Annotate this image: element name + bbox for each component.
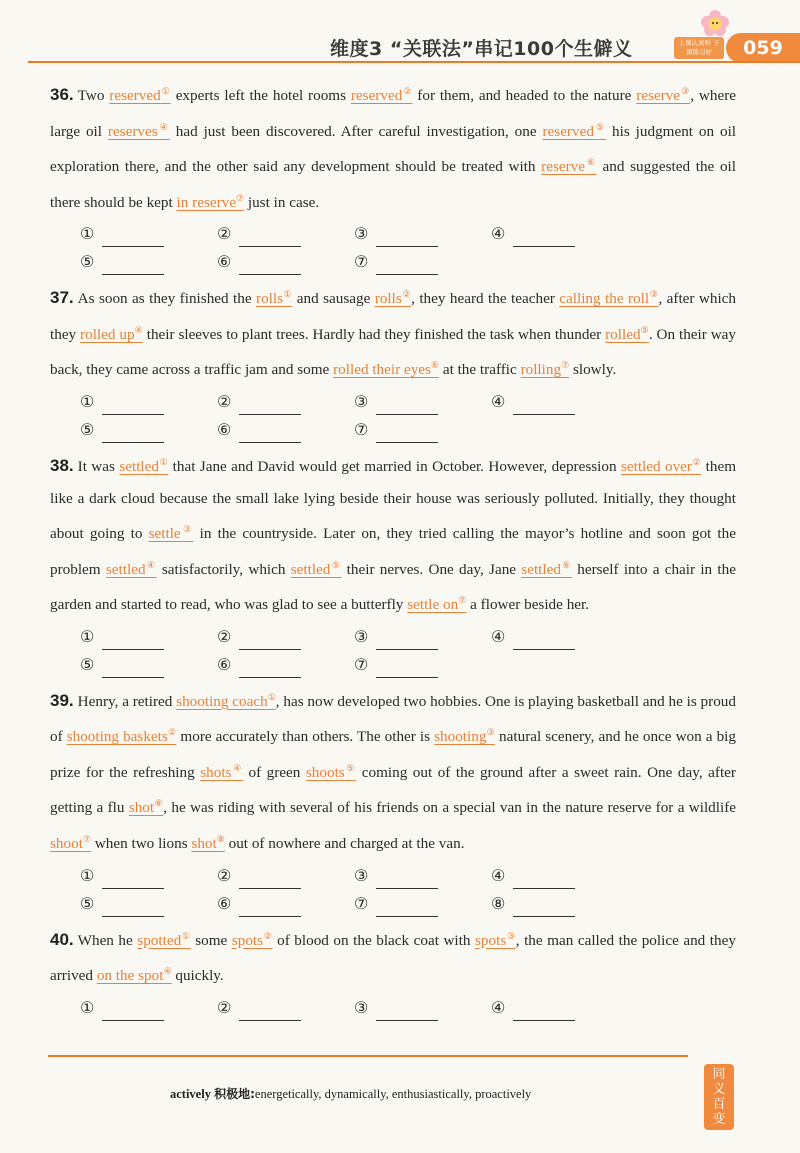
answer-blank[interactable]: ③ <box>354 861 491 889</box>
highlighted-word: settled over② <box>620 456 702 475</box>
question-number: 36. <box>50 85 74 105</box>
answer-blank[interactable]: ⑥ <box>217 247 354 275</box>
answer-blank[interactable]: ⑥ <box>217 650 354 678</box>
page-number: 059 <box>726 33 800 63</box>
answer-blank[interactable]: ① <box>80 622 217 650</box>
answer-blank[interactable]: ① <box>80 219 217 247</box>
highlighted-word: reserved② <box>350 86 413 105</box>
answer-blanks <box>50 622 736 678</box>
question-38 <box>50 447 736 678</box>
side-tab-synonyms: 同 义 百 变 <box>704 1064 734 1130</box>
question-text: 38. It was settled① that Jane and David would get married in October. However, depression settled over② them like a dark cloud because the small lake lying beside their house was seriously polluted. Initially, they thought about going to settle③ in the countryside. Later on, they tried calling the mayor’s hotline and soon got the problem settled④ satisfactorily, which settled⑤ their nerves. One day, Jane settled⑥ herself into a chair in the garden and started to read, who was glad to see a butterfly settle on⑦ a flower beside her. <box>50 456 737 614</box>
chapter-title: 维度3 “关联法”串记100个生僻义 <box>330 38 633 60</box>
question-text: 36. Two reserved① experts left the hotel rooms reserved② for them, and headed to the nature reserve③, where large oil reserves④ had just been discovered. After careful investigation, one reserved⑤ his judgment on oil exploration there, and the other said any development should be treated with reserve⑥ and suggested the oil there should be kept in reserve⑦ just in case. <box>50 85 737 211</box>
question-40 <box>50 921 736 1021</box>
highlighted-word: shot⑧ <box>191 833 225 852</box>
answer-blank[interactable]: ⑤ <box>80 247 217 275</box>
question-text: 39. Henry, a retired shooting coach①, has now developed two hobbies. One is playing basketball and he is proud of shooting baskets② more accurately than others. The other is shooting③ natural scenery, and he once won a big prize for the refreshing shots④ of green shoots⑤ coming out of the ground after a sweet rain. One day, after getting a flu shot⑥, he was riding with several of his friends on a special van in the nature reserve for a wildlife shoot⑦ when two lions shot⑧ out of nowhere and charged at the van. <box>50 690 736 852</box>
question-number: 38. <box>50 456 74 475</box>
answer-blank[interactable]: ④ <box>491 219 628 247</box>
answer-blanks <box>50 387 736 443</box>
highlighted-word: shooting③ <box>434 727 495 746</box>
highlighted-word: settled⑤ <box>290 559 342 578</box>
question-number: 37. <box>50 288 74 308</box>
footer-divider <box>48 1055 688 1057</box>
highlighted-word: settled① <box>119 456 169 475</box>
answer-blank[interactable]: ③ <box>354 622 491 650</box>
highlighted-word: settled④ <box>105 559 157 578</box>
answer-blank[interactable]: ⑤ <box>80 650 217 678</box>
footer-synonym-note <box>170 1085 531 1102</box>
highlighted-word: spotted① <box>137 930 191 949</box>
highlighted-word: on the spot④ <box>96 966 172 985</box>
highlighted-word: rolls① <box>256 289 293 308</box>
highlighted-word: rolled up④ <box>80 324 143 343</box>
page-header <box>0 0 800 62</box>
highlighted-word: reserved⑤ <box>542 121 607 140</box>
answer-blank[interactable]: ⑥ <box>217 889 354 917</box>
question-text: 40. When he spotted① some spots② of blood on the black coat with spots③, the man called the police and they arrived on the spot④ quickly. <box>50 929 736 985</box>
footer-meaning: 积极地: <box>214 1087 255 1101</box>
question-text: 37. As soon as they finished the rolls① and sausage rolls②, they heard the teacher calling the roll③, after which they rolled up④ their sleeves to plant trees. Hardly had they finished the task when thunder rolled⑤. On their way back, they came across a traffic jam and some rolled their eyes⑥ at the traffic rolling⑦ slowly. <box>50 288 737 379</box>
answer-blank[interactable]: ④ <box>491 861 628 889</box>
highlighted-word: shooting coach① <box>176 691 276 710</box>
header-tagline: 上课认真听 下课练习好 <box>674 37 724 59</box>
highlighted-word: in reserve⑦ <box>176 192 245 211</box>
highlighted-word: reserve⑥ <box>541 157 597 176</box>
highlighted-word: settled⑥ <box>521 559 572 578</box>
answer-blanks <box>50 861 736 917</box>
answer-blank[interactable]: ③ <box>354 219 491 247</box>
answer-blank[interactable]: ② <box>217 387 354 415</box>
question-39 <box>50 682 736 917</box>
answer-blank[interactable]: ④ <box>491 387 628 415</box>
highlighted-word: settle on⑦ <box>407 595 467 614</box>
question-37 <box>50 279 736 443</box>
answer-blank[interactable]: ③ <box>354 387 491 415</box>
answer-blank[interactable]: ② <box>217 993 354 1021</box>
highlighted-word: shots④ <box>200 762 243 781</box>
question-36 <box>50 76 736 275</box>
answer-blank[interactable]: ⑧ <box>491 889 628 917</box>
highlighted-word: rolling⑦ <box>520 360 570 379</box>
answer-blank[interactable]: ④ <box>491 993 628 1021</box>
highlighted-word: reserves④ <box>107 121 170 140</box>
answer-blank[interactable]: ⑤ <box>80 889 217 917</box>
answer-blank[interactable]: ① <box>80 993 217 1021</box>
highlighted-word: rolled their eyes⑥ <box>333 360 440 379</box>
answer-blank[interactable]: ⑦ <box>354 247 491 275</box>
answer-blank[interactable]: ⑤ <box>80 415 217 443</box>
question-number: 39. <box>50 690 74 710</box>
highlighted-word: shot⑥ <box>128 798 164 817</box>
exercise-list <box>50 76 736 1025</box>
answer-blank[interactable]: ⑦ <box>354 650 491 678</box>
answer-blank[interactable]: ② <box>217 219 354 247</box>
answer-blanks <box>50 993 736 1021</box>
answer-blank[interactable]: ① <box>80 387 217 415</box>
answer-blank[interactable]: ⑥ <box>217 415 354 443</box>
header-divider <box>28 61 800 63</box>
highlighted-word: settle③ <box>148 524 194 543</box>
answer-blank[interactable]: ④ <box>491 622 628 650</box>
answer-blank[interactable]: ③ <box>354 993 491 1021</box>
answer-blanks <box>50 219 736 275</box>
highlighted-word: shooting baskets② <box>66 727 177 746</box>
highlighted-word: calling the roll③ <box>559 289 659 308</box>
footer-synonyms: energetically, dynamically, enthusiastically, proactively <box>254 1087 532 1101</box>
footer-word: actively <box>170 1087 211 1101</box>
highlighted-word: shoots⑤ <box>305 762 357 781</box>
highlighted-word: rolls② <box>374 289 412 308</box>
highlighted-word: reserved① <box>109 86 171 105</box>
answer-blank[interactable]: ② <box>217 861 354 889</box>
answer-blank[interactable]: ① <box>80 861 217 889</box>
answer-blank[interactable]: ⑦ <box>354 889 491 917</box>
highlighted-word: spots② <box>231 930 273 949</box>
flower-mascot-icon <box>700 8 730 38</box>
answer-blank[interactable]: ② <box>217 622 354 650</box>
question-number: 40. <box>50 929 74 949</box>
highlighted-word: rolled⑤ <box>605 324 649 343</box>
highlighted-word: spots③ <box>475 930 516 949</box>
answer-blank[interactable]: ⑦ <box>354 415 491 443</box>
highlighted-word: shoot⑦ <box>50 833 91 852</box>
highlighted-word: reserve③ <box>636 86 691 105</box>
